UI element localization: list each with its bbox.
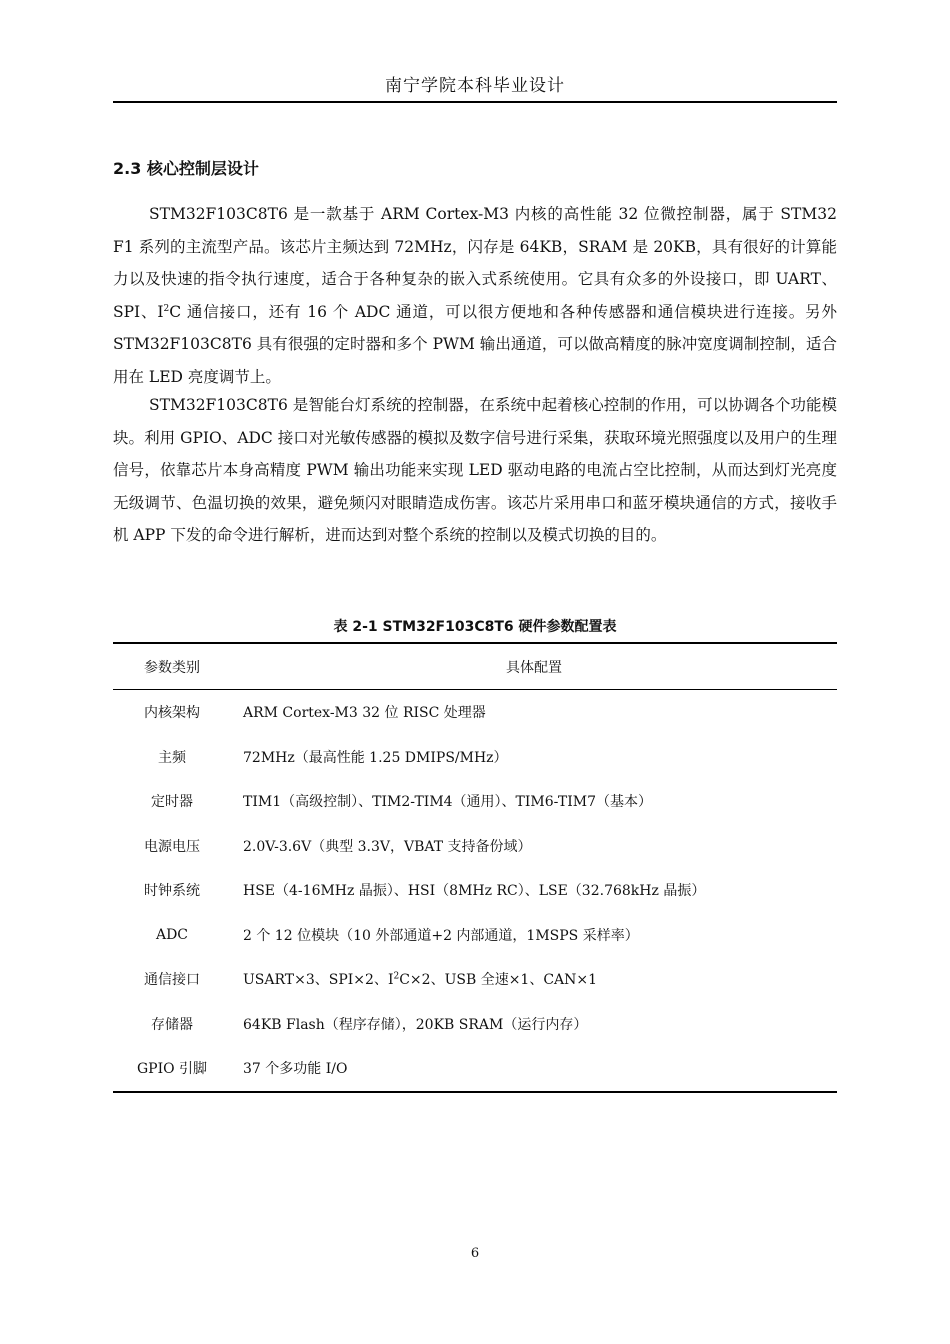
row-category: 定时器 [151, 794, 193, 811]
paragraph-2-text: STM32F103C8T6 是智能台灯系统的控制器，在系统中起着核心控制的作用，可以协调各个功能模块。利用 GPIO、ADC 接口对光敏传感器的模拟及数字信号进行采集，获取环境光照强度以及用户的生理信号，依靠芯片本身高精度 PWM 输出功能来实现 LED 驱动电路的电流占空比控制，从而达到灯光亮度无级调节、色温切换的效果，避免频闪对眼睛造成伤害。该芯片采用串口和蓝牙模块通信的方式，接收手机 APP 下发的命令进行解析，进而达到对整个系统的控制以及模式切换的目的。 [113, 396, 837, 544]
row-value: 64KB Flash（程序存储），20KB SRAM（运行内存） [243, 1016, 588, 1033]
section-heading: 2.3 核心控制层设计 [113, 159, 259, 178]
row-value: 72MHz（最高性能 1.25 DMIPS/MHz） [243, 749, 508, 766]
table-row [113, 824, 837, 869]
row-category: GPIO 引脚 [136, 1061, 208, 1078]
row-value: 2 个 12 位模块（10 外部通道+2 内部通道，1MSPS 采样率） [243, 927, 639, 944]
row-value: 2.0V-3.6V（典型 3.3V，VBAT 支持备份域） [243, 838, 532, 855]
table-row [113, 1046, 837, 1092]
row-value: 37 个多功能 I/O [243, 1061, 348, 1078]
table-header-category: 参数类别 [144, 659, 200, 676]
hardware-parameter-table [113, 642, 837, 1093]
paragraph-1-part2: C 通信接口，还有 16 个 ADC 通道，可以很方便地和各种传感器和通信模块进行连接。另外 STM32F103C8T6 具有很强的定时器和多个 PWM 输出通道，可以做高精度的脉冲宽度调制控制，适合用在 LED 亮度调节上。 [113, 302, 837, 386]
row-value-pre: USART×3、SPI×2、I [243, 972, 394, 989]
table-row [113, 957, 837, 1002]
table-row [113, 1002, 837, 1047]
table-row [113, 690, 837, 735]
page-header-title: 南宁学院本科毕业设计 [385, 76, 565, 96]
table-header-config: 具体配置 [506, 659, 562, 676]
paragraph-2 [113, 389, 837, 552]
row-category: 主频 [158, 749, 186, 766]
row-category: 通信接口 [144, 972, 200, 989]
row-value: ARM Cortex-M3 32 位 RISC 处理器 [243, 705, 486, 722]
row-category: 时钟系统 [144, 883, 200, 900]
row-category: ADC [155, 926, 189, 943]
page-number: 6 [470, 1246, 480, 1261]
row-value [231, 957, 837, 1002]
table-row [113, 779, 837, 824]
table-row [113, 735, 837, 780]
row-value: TIM1（高级控制）、TIM2-TIM4（通用）、TIM6-TIM7（基本） [243, 794, 653, 811]
table-row [113, 868, 837, 913]
row-value: HSE（4-16MHz 晶振）、HSI（8MHz RC）、LSE（32.768kHz 晶振） [243, 883, 706, 900]
superscript-2: 2 [393, 971, 400, 982]
row-category: 存储器 [151, 1016, 193, 1033]
superscript-2: 2 [163, 303, 170, 314]
row-category: 电源电压 [144, 838, 200, 855]
row-category: 内核架构 [144, 705, 200, 722]
paragraph-1 [113, 198, 837, 393]
table-header-row [113, 643, 837, 690]
table-row [113, 913, 837, 958]
paragraph-1-part1: STM32F103C8T6 是一款基于 ARM Cortex-M3 内核的高性能 32 位微控制器，属于 STM32 F1 系列的主流型产品。该芯片主频达到 72MHz，闪存是 64KB，SRAM 是 20KB，具有很好的计算能力以及快速的指令执行速度，适合于各种复杂的嵌入式系统使用。它具有众多的外设接口，即 UART、SPI、I [113, 205, 837, 321]
row-value-post: C×2、USB 全速×1、CAN×1 [399, 972, 598, 989]
table-caption: 表 2-1 STM32F103C8T6 硬件参数配置表 [333, 619, 617, 635]
header-rule [113, 101, 837, 103]
